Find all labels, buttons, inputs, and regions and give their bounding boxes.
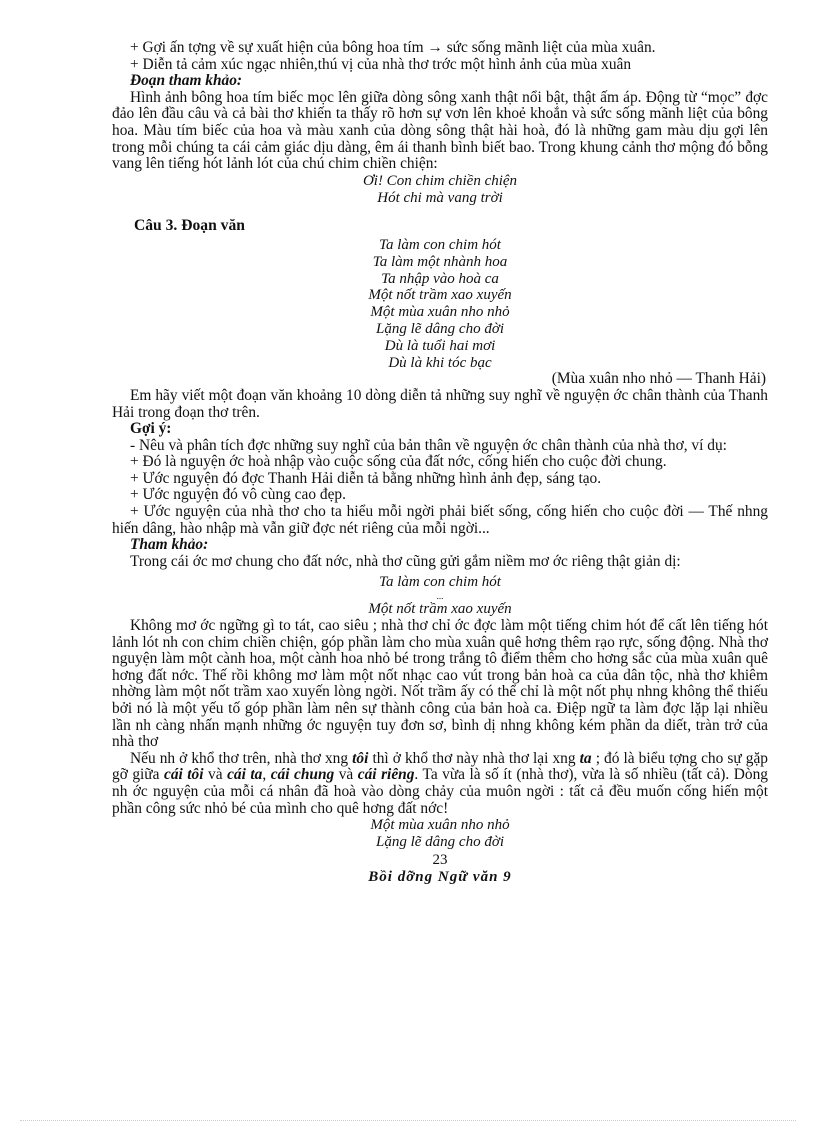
text-run: thì ở khổ thơ này nhà thơ lại xng	[368, 749, 580, 767]
document-page	[112, 40, 768, 885]
emphasis: cái chung	[270, 766, 335, 784]
text-run: . Ta vừa là số ít (nhà thơ), vừa là số nhiều (tất cả). Dòng nh ớc nguyện của mỗi cá nhân đã hoà vào dòng chảy của muôn ngời : tất cả đều muốn cống hiến một phần công sức nhỏ bé của mình cho quê hơng đất nớc!	[112, 766, 768, 817]
text-run: ; đó là biểu tợng cho sự gặp gỡ giữa	[112, 749, 768, 784]
hint-item: + Đó là nguyện ớc hoà nhập vào cuộc sống của đất nớc, cống hiến cho cuộc đời chung.	[130, 453, 667, 471]
poem-ellipsis: ...	[436, 591, 444, 602]
poem-line: Ta làm con chim hót	[379, 574, 501, 591]
bullet-line: + Gợi ấn tợng về sự xuất hiện của bông hoa tím → sức sống mãnh liệt của mùa xuân.	[130, 39, 656, 56]
paragraph: Trong cái ớc mơ chung cho đất nớc, nhà thơ cũng gửi gắm niềm mơ ớc riêng thật giản dị:	[130, 552, 681, 570]
poem-line: Ta nhập vào hoà ca	[381, 270, 499, 287]
question-heading: Câu 3. Đoạn văn	[134, 217, 245, 235]
poem-line: Lặng lẽ dâng cho đời	[376, 320, 504, 337]
poem-line: Ta làm con chim hót	[379, 236, 501, 253]
footer-title: Bồi dỡng Ngữ văn 9	[368, 868, 512, 885]
poem-line: Một nốt trầm xao xuyến	[368, 287, 512, 304]
poem-line: Hót chi mà vang trời	[377, 189, 503, 206]
section-heading: Đoạn tham khảo:	[130, 72, 243, 90]
hint-item: + Ước nguyện của nhà thơ cho ta hiểu mỗi ngời phải biết sống, cống hiến cho cuộc đời — Thế nhng hiến dâng, hào nhập mà vẫn giữ đợc nét riêng của mỗi ngời...	[112, 503, 768, 537]
poem-line: Ta làm một nhành hoa	[372, 253, 508, 270]
poem-line: Một mùa xuân nho nhỏ	[370, 304, 510, 321]
emphasis: tôi	[352, 749, 369, 767]
hint-item: - Nêu và phân tích đợc những suy nghĩ của bản thân về nguyện ớc chân thành của nhà thơ, ví dụ:	[130, 436, 727, 454]
poem-line: Dù là tuổi hai mơi	[384, 337, 496, 354]
text-run: và	[334, 766, 358, 784]
hint-item: + Ước nguyện đó đợc Thanh Hải diễn tả bằng những hình ảnh đẹp, sáng tạo.	[130, 469, 602, 487]
paragraph: Hình ảnh bông hoa tím biếc mọc lên giữa dòng sông xanh thật nổi bật, thật ấm áp. Động từ “mọc” đợc đảo lên đầu câu và cả bài thơ khiến ta thấy rõ hơn sự vơn lên khoẻ khoắn và sức sống mãnh liệt của bông hoa. Màu tím biếc của hoa và màu xanh của dòng sông thật hài hoà, đó là những gam màu dịu gợi lên trong mỗi chúng ta cái cảm giác dịu dàng, êm ái thanh bình biết bao. Trong khung cảnh thơ mộng đó bỗng vang lên tiếng hót lảnh lót của chú chim chiền chiện:	[112, 88, 768, 173]
section-heading: Gợi ý:	[130, 420, 172, 438]
page-number: 23	[432, 851, 448, 868]
poem-line: Lặng lẽ dâng cho đời	[376, 833, 504, 850]
bullet-line: + Diễn tả cảm xúc ngạc nhiên,thú vị của nhà thơ trớc một hình ảnh của mùa xuân	[130, 55, 632, 73]
emphasis: cái ta	[227, 766, 263, 784]
text-run: và	[203, 766, 228, 784]
emphasis: ta	[579, 749, 592, 767]
page-bottom-rule	[20, 1120, 796, 1121]
poem-line: Ơi! Con chim chiền chiện	[362, 172, 518, 189]
task-paragraph: Em hãy viết một đoạn văn khoảng 10 dòng diễn tả những suy nghĩ về nguyện ớc chân thành của Thanh Hải trong đoạn thơ trên.	[112, 386, 768, 421]
poem-line: Dù là khi tóc bạc	[388, 354, 492, 371]
hint-item: + Ước nguyện đó vô cùng cao đẹp.	[130, 486, 346, 504]
section-heading: Tham khảo:	[130, 536, 209, 554]
emphasis: cái tôi	[163, 766, 204, 784]
text-run: ,	[262, 766, 271, 784]
poem-line: Một mùa xuân nho nhỏ	[370, 817, 510, 834]
text-run: Nếu nh ở khổ thơ trên, nhà thơ xng	[130, 749, 353, 767]
poem-source: (Mùa xuân nho nhỏ — Thanh Hải)	[551, 370, 766, 388]
paragraph: Không mơ ớc ngững gì to tát, cao siêu ; nhà thơ chỉ ớc đợc làm một tiếng chim hót để cất lên tiếng hót lảnh lót nh con chim chiền chiện, góp phần làm cho mùa xuân quê hơng thêm rạo rực, sống động. Nhà thơ nguyện làm một cành hoa, một cành hoa nhỏ bé trong trắng tô điểm thêm cho hơng sắc của mùa xuân quê hơng đất nớc. Thế rồi không mơ làm một nốt nhạc cao vút trong bản hoà ca của dân tộc, nhà thơ khiêm nhờng làm một nốt trầm xao xuyến lòng ngời. Nốt trầm ấy có thể chỉ là một nốt phụ nhng không thể thiếu bởi nó là một yếu tố góp phần làm nên sự thành công của bản hoà ca. Điệp ngữ ta làm đợc lặp lại nhiều lần nh càng nhấn mạnh những ớc nguyện tuy đơn sơ, bình dị nhng không kém phần da diết, tràn trở của nhà thơ	[112, 617, 768, 751]
emphasis: cái riêng	[357, 766, 415, 784]
poem-line: Một nốt trầm xao xuyến	[368, 601, 512, 618]
paragraph	[112, 751, 768, 817]
